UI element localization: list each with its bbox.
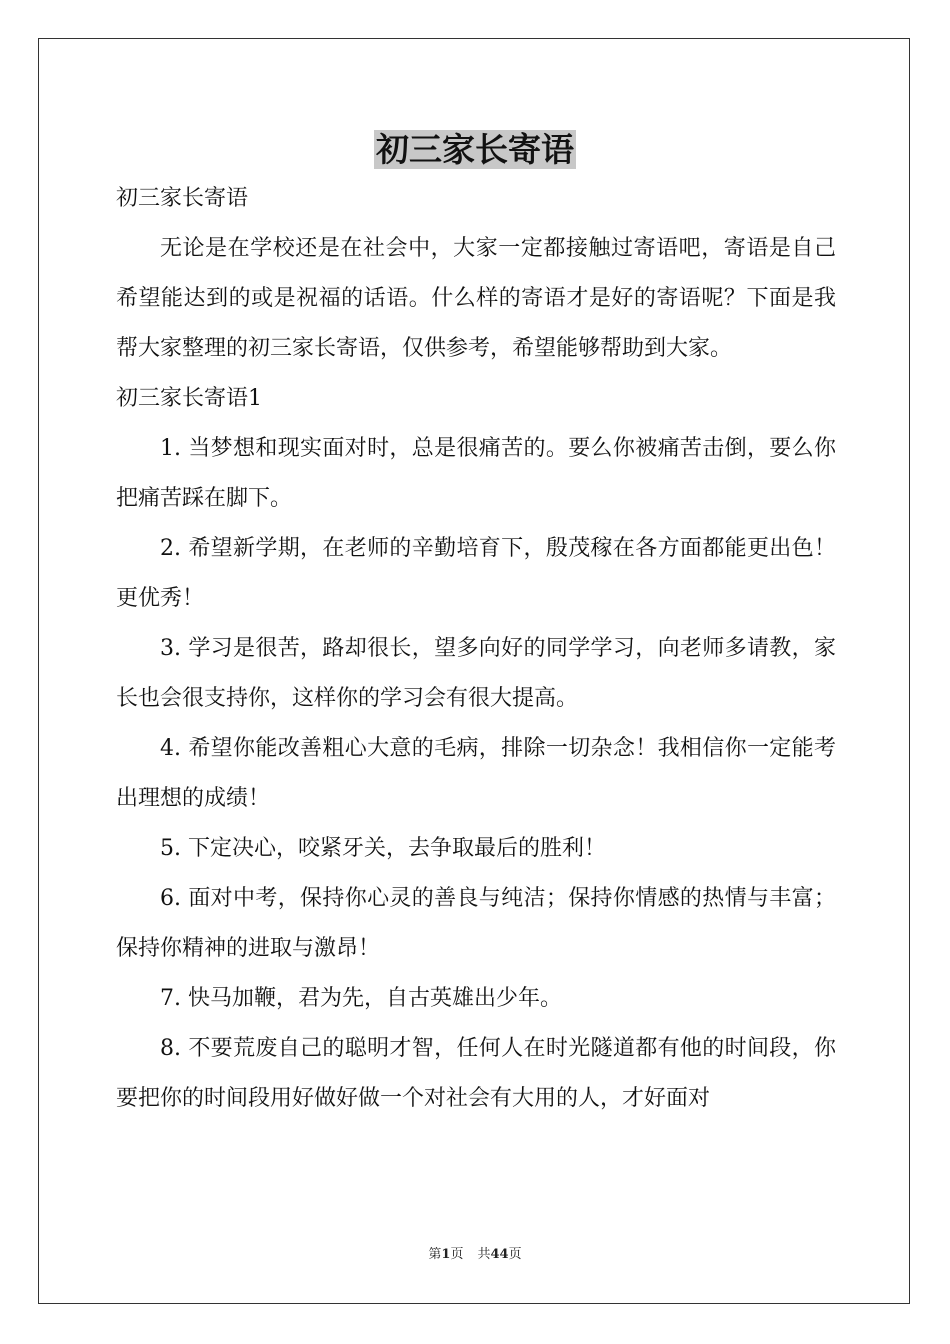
- list-item: 6. 面对中考，保持你心灵的善良与纯洁；保持你情感的热情与丰富；保持你精神的进取与激昂！: [116, 886, 836, 961]
- list-item: 8. 不要荒废自己的聪明才智，任何人在时光隧道都有他的时间段，你要把你的时间段用好做好做一个对社会有大用的人，才好面对: [116, 1036, 836, 1111]
- total-page-count: 44: [490, 1247, 509, 1262]
- intro-paragraph: 无论是在学校还是在社会中，大家一定都接触过寄语吧，寄语是自己希望能达到的或是祝福的话语。什么样的寄语才是好的寄语呢？下面是我帮大家整理的初三家长寄语，仅供参考，希望能够帮助到大家。: [116, 236, 836, 361]
- document-title-text: 初三家长寄语: [376, 130, 574, 169]
- list-item: 2. 希望新学期，在老师的辛勤培育下，殷茂稼在各方面都能更出色！更优秀！: [116, 536, 836, 611]
- page-prefix: 第: [428, 1247, 442, 1262]
- list-item: 7. 快马加鞭，君为先，自古英雄出少年。: [160, 986, 562, 1011]
- list-item: 3. 学习是很苦，路却很长，望多向好的同学学习，向老师多请教，家长也会很支持你，这样你的学习会有很大提高。: [116, 636, 836, 711]
- page-suffix: 页: [450, 1247, 464, 1262]
- list-item: 5. 下定决心，咬紧牙关，去争取最后的胜利！: [160, 836, 606, 861]
- document-body: [116, 174, 836, 1124]
- current-page-number: 1: [441, 1247, 451, 1262]
- list-item: 1. 当梦想和现实面对时，总是很痛苦的。要么你被痛苦击倒，要么你把痛苦踩在脚下。: [116, 436, 836, 511]
- page-footer: [0, 1245, 950, 1265]
- document-title: [0, 126, 950, 174]
- section-heading: 初三家长寄语1: [116, 386, 262, 411]
- total-suffix: 页: [508, 1247, 522, 1262]
- total-prefix: 共: [477, 1247, 491, 1262]
- list-item: 4. 希望你能改善粗心大意的毛病，排除一切杂念！我相信你一定能考出理想的成绩！: [116, 736, 836, 811]
- document-subtitle: 初三家长寄语: [116, 186, 249, 211]
